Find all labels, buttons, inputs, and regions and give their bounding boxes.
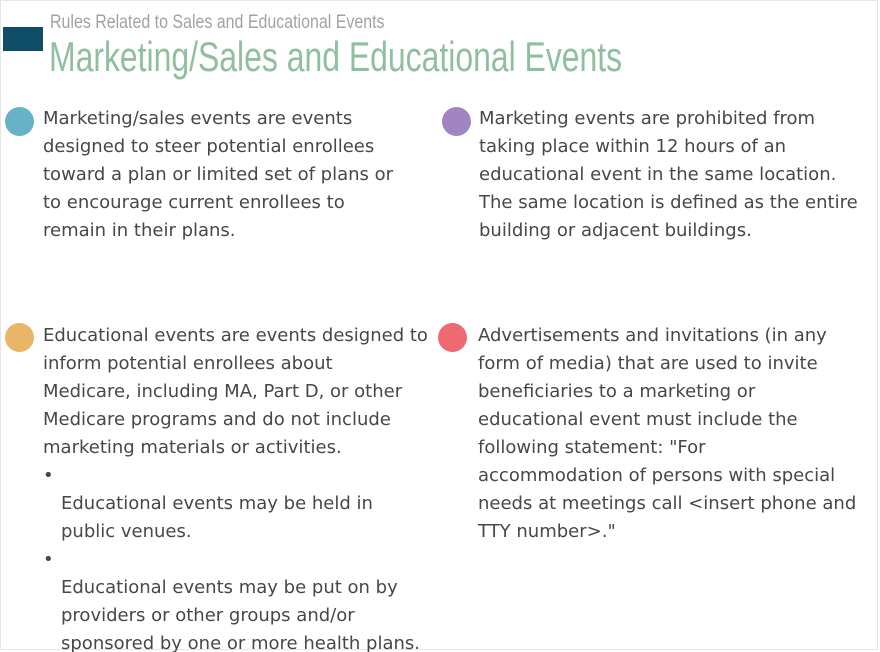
slide-title: Marketing/Sales and Educational Events (49, 33, 623, 80)
bullet-list (43, 462, 435, 652)
slide-subtitle: Rules Related to Sales and Educational Events (50, 12, 385, 33)
item-marketing-sales-definition (43, 105, 433, 245)
accent-bar (3, 27, 43, 51)
red-dot (438, 323, 467, 352)
item-text: Marketing events are prohibited from taking place within 12 hours of an educational event in the same location. The same location is defined as the entire building or adjacent buildings. (479, 108, 858, 241)
bullet-item (43, 546, 435, 652)
orange-dot (5, 323, 34, 352)
item-educational-definition (43, 322, 435, 652)
purple-dot (442, 107, 471, 136)
item-advertisement-statement (478, 322, 876, 546)
item-text: Advertisements and invitations (in any form of media) that are used to invite beneficiaries to a marketing or educational event must include the following statement: "For accommodation of persons with special needs at meetings call <insert phone and TTY number>." (478, 325, 857, 542)
item-marketing-prohibition (479, 105, 877, 245)
bullet-item (43, 462, 435, 546)
bullet-text: Educational events may be held in public venues. (61, 493, 373, 542)
bullet-symbol: • (43, 465, 54, 486)
bullet-text: Educational events may be put on by providers or other groups and/or sponsored by one or more health plans. (61, 577, 421, 652)
bullet-symbol: • (43, 549, 54, 570)
item-text: Educational events are events designed to inform potential enrollees about Medicare, including MA, Part D, or other Medicare programs and do not include marketing materials or activities. (43, 325, 428, 458)
item-text: Marketing/sales events are events designed to steer potential enrollees toward a plan or limited set of plans or to encourage current enrollees to remain in their plans. (43, 108, 394, 241)
teal-dot (5, 107, 34, 136)
